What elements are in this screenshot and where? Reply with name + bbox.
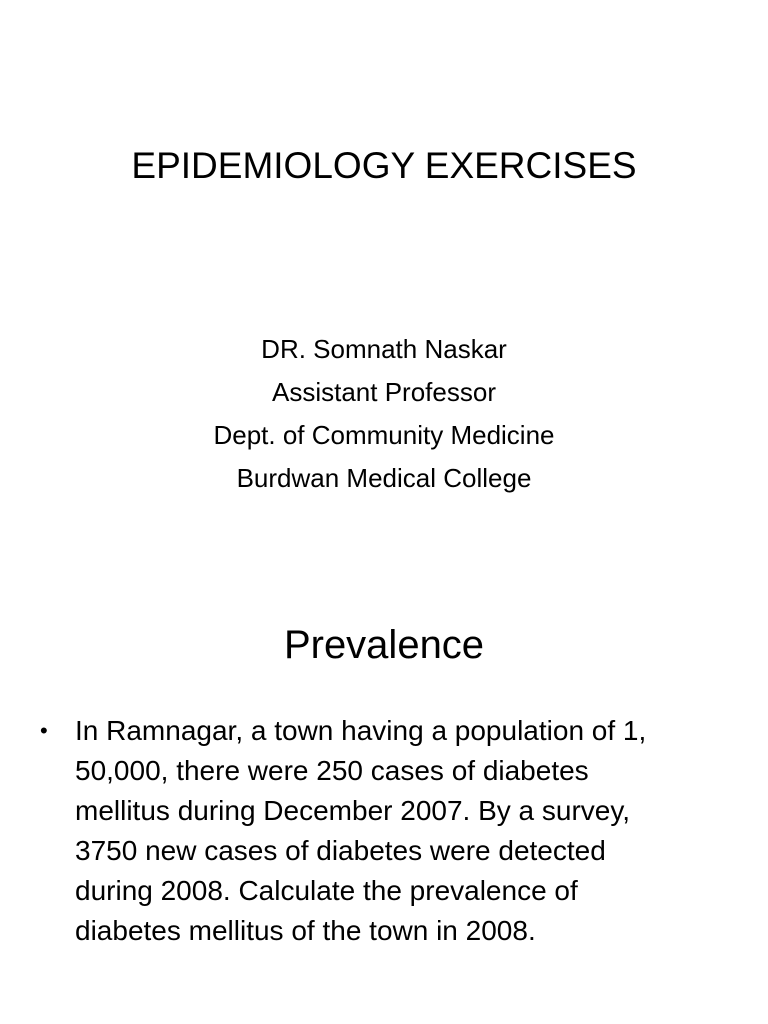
- bullet-icon: •: [40, 718, 48, 743]
- bullet-line: In Ramnagar, a town having a population of 1,: [75, 715, 647, 746]
- author-institution: Burdwan Medical College: [236, 463, 532, 493]
- bullet-line: 3750 new cases of diabetes were detected: [75, 835, 606, 866]
- author-position: Assistant Professor: [272, 377, 496, 407]
- bullet-line: diabetes mellitus of the town in 2008.: [75, 915, 536, 946]
- slide-title-heading: EPIDEMIOLOGY EXERCISES: [131, 145, 637, 186]
- bullet-line: during 2008. Calculate the prevalence of: [75, 875, 578, 906]
- author-block: [0, 328, 768, 500]
- author-department: Dept. of Community Medicine: [213, 420, 555, 450]
- prevalence-heading: Prevalence: [283, 623, 485, 667]
- slide-prevalence: [0, 576, 768, 1024]
- author-name: DR. Somnath Naskar: [261, 334, 507, 364]
- bullet-line: mellitus during December 2007. By a survey,: [75, 795, 631, 826]
- bullet-line: 50,000, there were 250 cases of diabetes: [75, 755, 589, 786]
- bullet-text: [75, 711, 725, 951]
